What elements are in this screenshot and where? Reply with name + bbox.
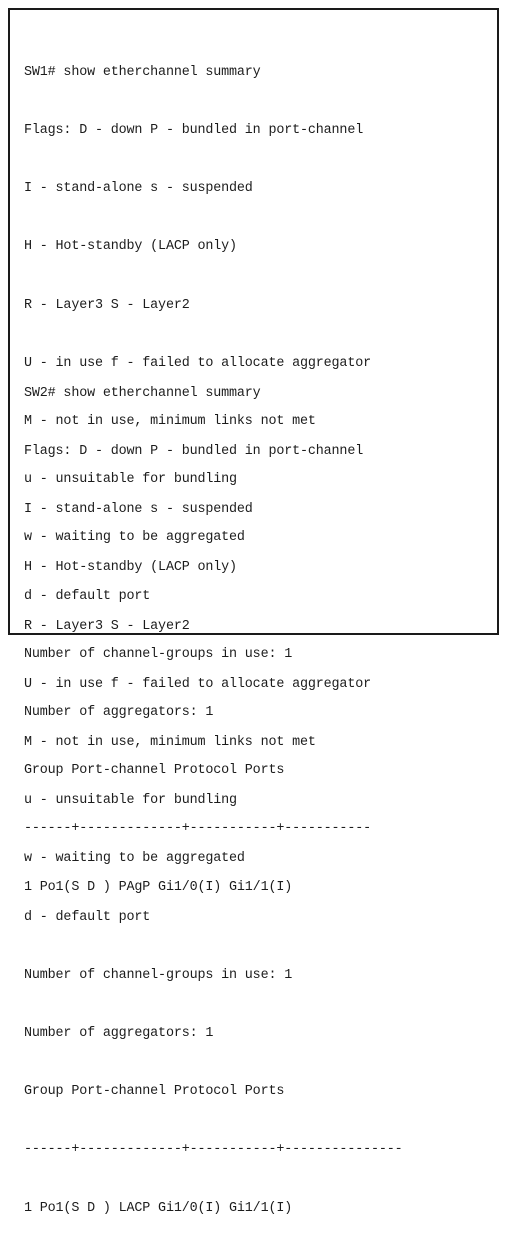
sw2-flag-unsuitable: u - unsuitable for bundling	[24, 793, 237, 809]
sw2-flag-not-in-use: M - not in use, minimum links not met	[24, 735, 316, 751]
sw2-flag-in-use: U - in use f - failed to allocate aggregator	[24, 676, 371, 692]
sw2-table-header: Group Port-channel Protocol Ports	[24, 1084, 285, 1100]
sw2-table-divider: ------+-------------+-----------+---------------	[24, 1142, 403, 1158]
sw2-command-line: SW2# show etherchannel summary	[24, 385, 261, 401]
sw1-table-header: Group Port-channel Protocol Ports	[24, 763, 285, 779]
sw1-flag-in-use: U - in use f - failed to allocate aggregator	[24, 355, 371, 371]
sw1-flag-default-port: d - default port	[24, 588, 151, 604]
sw2-table-row: 1 Po1(S D ) LACP Gi1/0(I) Gi1/1(I)	[24, 1200, 293, 1216]
sw1-flag-standalone: I - stand-alone s - suspended	[24, 181, 253, 197]
sw2-etherchannel-summary	[24, 345, 504, 1257]
sw1-flag-unsuitable: u - unsuitable for bundling	[24, 472, 237, 488]
sw2-flag-waiting: w - waiting to be aggregated	[24, 851, 245, 867]
sw2-flag-layer: R - Layer3 S - Layer2	[24, 618, 190, 634]
sw1-flags-line: Flags: D - down P - bundled in port-channel	[24, 123, 364, 139]
sw1-flag-not-in-use: M - not in use, minimum links not met	[24, 414, 316, 430]
sw1-table-divider: ------+-------------+-----------+-----------	[24, 821, 371, 837]
sw2-flag-default-port: d - default port	[24, 909, 151, 925]
sw1-channel-groups-count: Number of channel-groups in use: 1	[24, 646, 293, 662]
sw2-flags-line: Flags: D - down P - bundled in port-channel	[24, 444, 364, 460]
sw1-table-row: 1 Po1(S D ) PAgP Gi1/0(I) Gi1/1(I)	[24, 879, 293, 895]
sw1-flag-waiting: w - waiting to be aggregated	[24, 530, 245, 546]
sw1-aggregators-count: Number of aggregators: 1	[24, 705, 214, 721]
sw2-flag-standalone: I - stand-alone s - suspended	[24, 502, 253, 518]
sw2-aggregators-count: Number of aggregators: 1	[24, 1026, 214, 1042]
sw1-flag-layer: R - Layer3 S - Layer2	[24, 297, 190, 313]
terminal-output-frame	[8, 8, 499, 1216]
sw1-flag-hot-standby: H - Hot-standby (LACP only)	[24, 239, 237, 255]
sw2-channel-groups-count: Number of channel-groups in use: 1	[24, 967, 293, 983]
sw2-flag-hot-standby: H - Hot-standby (LACP only)	[24, 560, 237, 576]
sw1-command-line: SW1# show etherchannel summary	[24, 64, 261, 80]
